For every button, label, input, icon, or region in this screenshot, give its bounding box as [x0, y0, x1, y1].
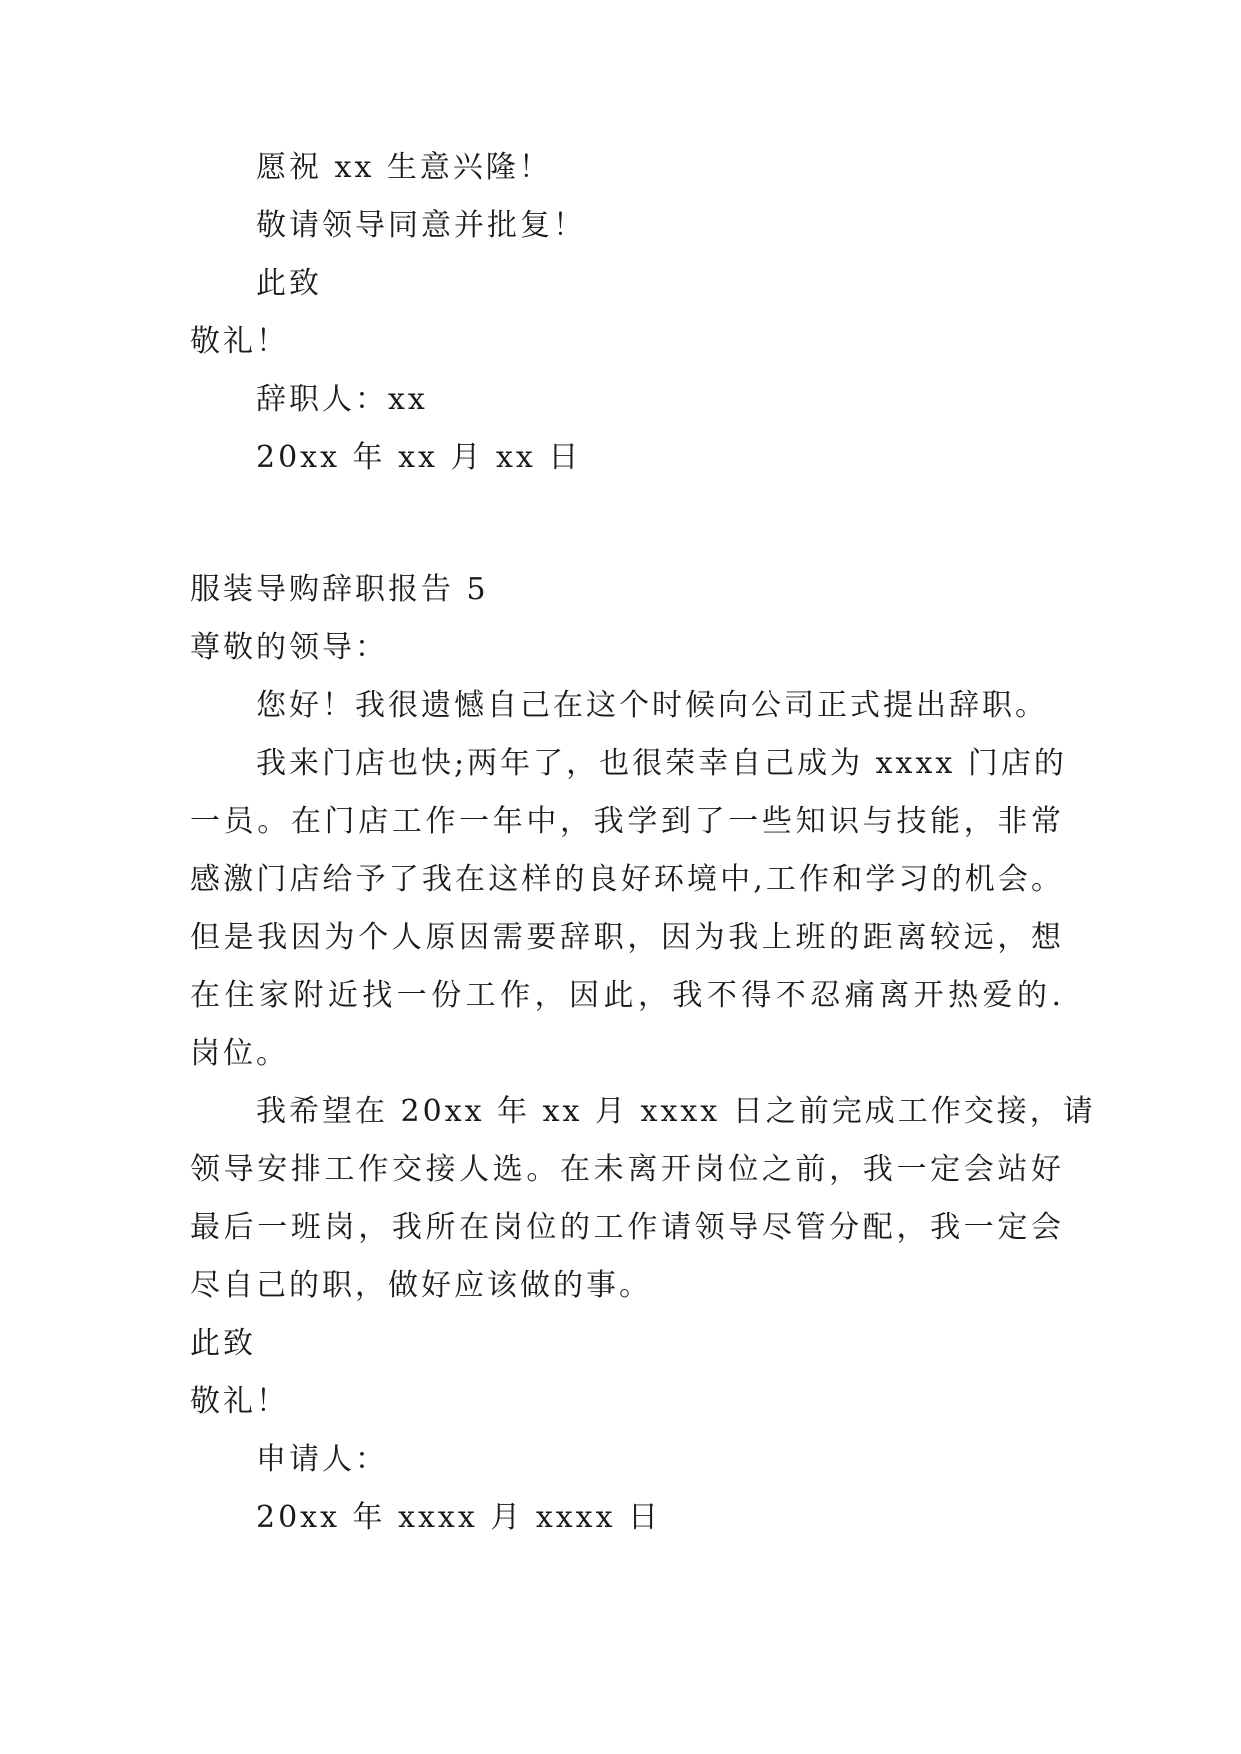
closing-line: 此致: [256, 266, 322, 301]
letter-title: 服装导购辞职报告 5: [190, 572, 489, 607]
applicant-line: 申请人：: [256, 1442, 388, 1477]
closing-line: 此致: [190, 1326, 256, 1361]
paragraph-3-line: 我希望在 20xx 年 xx 月 xxxx 日之前完成工作交接，请: [256, 1094, 1096, 1129]
paragraph-3-line: 领导安排工作交接人选。在未离开岗位之前，我一定会站好: [190, 1152, 1064, 1187]
paragraph-2-line: 我来门店也快;两年了，也很荣幸自己成为 xxxx 门店的: [256, 746, 1067, 781]
paragraph-2-line: 感激门店给予了我在这样的良好环境中,工作和学习的机会。: [190, 862, 1064, 897]
request-line: 敬请领导同意并批复！: [256, 208, 586, 243]
salutation-line: 尊敬的领导：: [190, 630, 388, 665]
paragraph-1: 您好！我很遗憾自己在这个时候向公司正式提出辞职。: [256, 688, 1048, 723]
salute-line: 敬礼！: [190, 324, 289, 359]
wish-line: 愿祝 xx 生意兴隆！: [256, 150, 552, 185]
paragraph-3-line: 尽自己的职，做好应该做的事。: [190, 1268, 652, 1303]
paragraph-2-line: 在住家附近找一份工作，因此，我不得不忍痛离开热爱的.: [190, 978, 1064, 1013]
signer-line: 辞职人：xx: [256, 382, 428, 417]
date-line: 20xx 年 xx 月 xx 日: [256, 440, 582, 475]
paragraph-2-line: 一员。在门店工作一年中，我学到了一些知识与技能，非常: [190, 804, 1064, 839]
date-line: 20xx 年 xxxx 月 xxxx 日: [256, 1500, 662, 1535]
paragraph-2-line: 但是我因为个人原因需要辞职，因为我上班的距离较远，想: [190, 920, 1064, 955]
salute-line: 敬礼！: [190, 1384, 289, 1419]
paragraph-2-line: 岗位。: [190, 1036, 289, 1071]
paragraph-3-line: 最后一班岗，我所在岗位的工作请领导尽管分配，我一定会: [190, 1210, 1064, 1245]
